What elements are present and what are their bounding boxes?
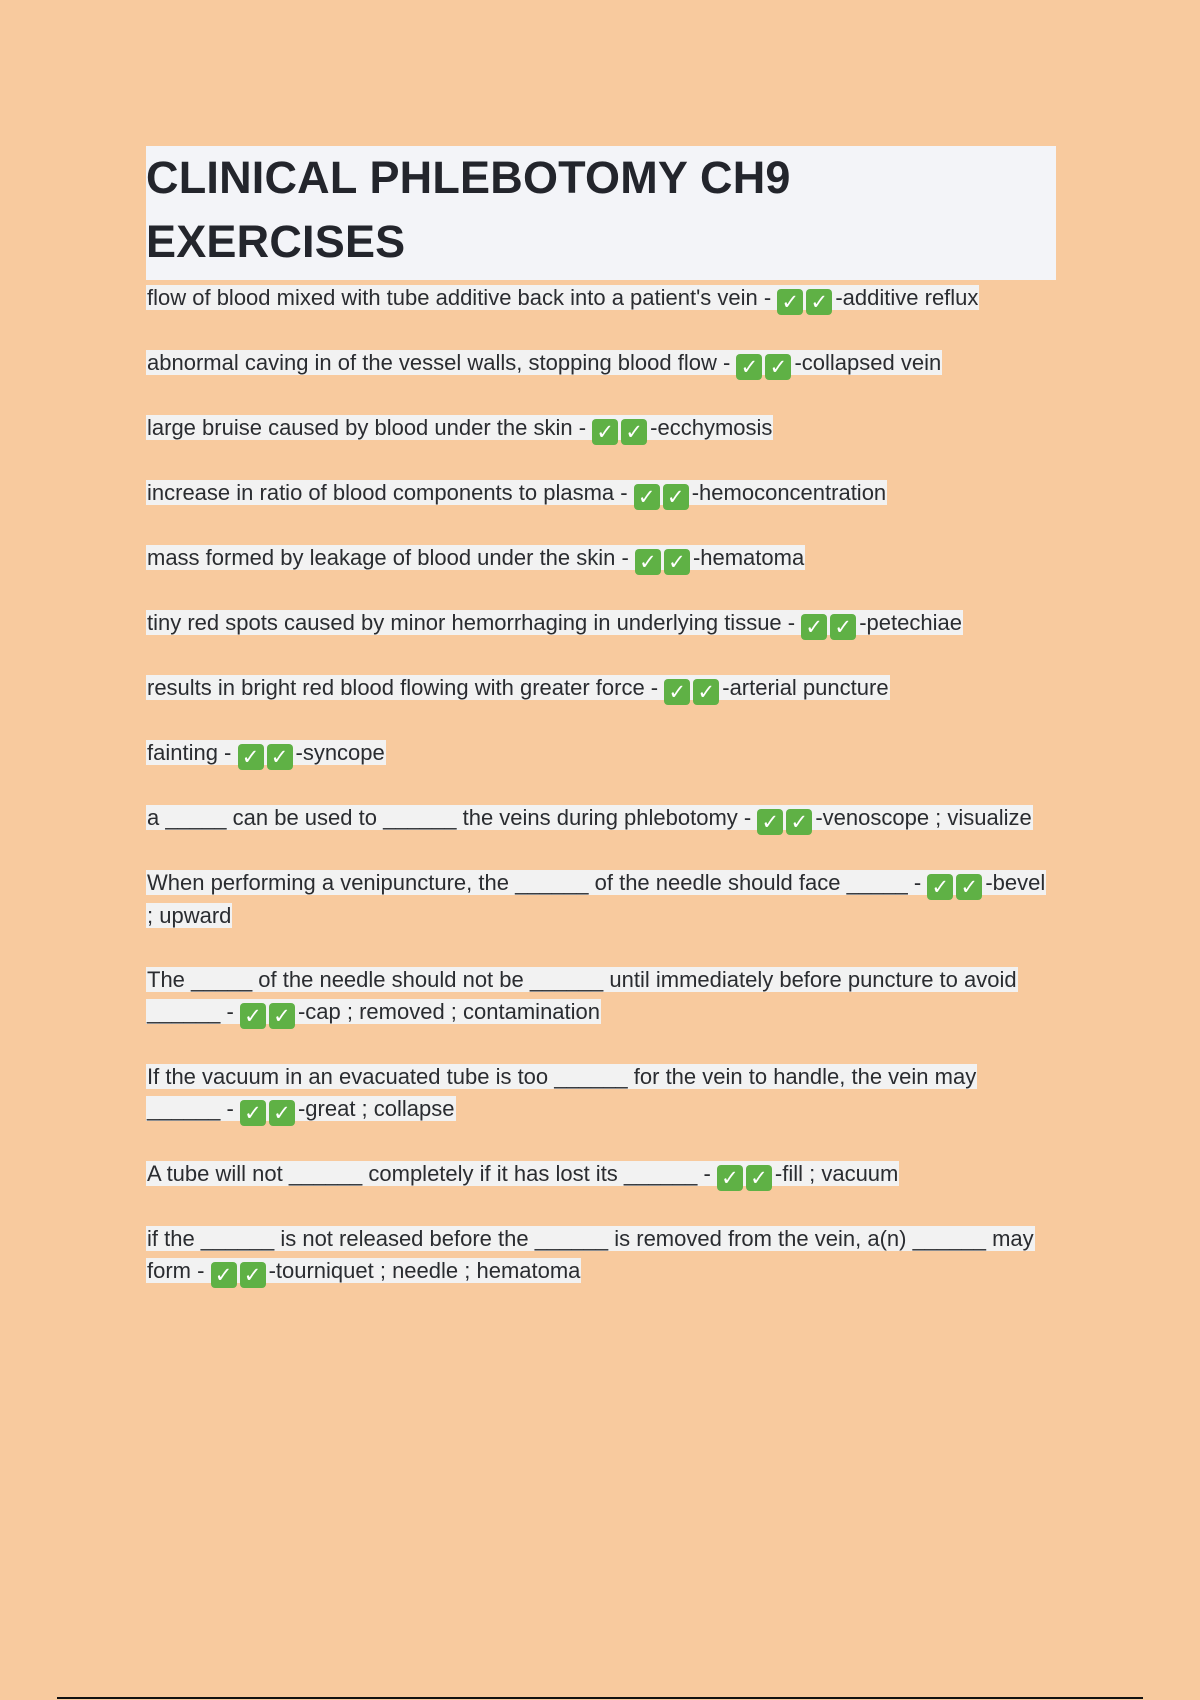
question-text: abnormal caving in of the vessel walls, stopping blood flow - (147, 350, 737, 375)
check-mark-icon: ✓ (777, 289, 803, 315)
qa-item (146, 672, 1046, 705)
qa-item-text (146, 967, 1018, 1028)
answer-text: -cap ; removed ; contamination (297, 999, 601, 1024)
question-text: a _____ can be used to ______ the veins during phlebotomy - (147, 805, 758, 830)
check-mark-icon: ✓ (736, 354, 762, 380)
qa-item (146, 607, 1046, 640)
check-mark-icon: ✓ (269, 1003, 295, 1029)
check-mark-icon: ✓ (664, 679, 690, 705)
qa-list (146, 282, 1056, 1288)
qa-item-text (146, 480, 887, 509)
check-mark-icon: ✓ (801, 614, 827, 640)
answer-text: -bevel ; upward (147, 870, 1046, 928)
answer-text: -hemoconcentration (691, 480, 887, 505)
qa-item (146, 867, 1046, 932)
qa-item (146, 282, 1046, 315)
qa-item-text (146, 1161, 899, 1190)
page-bottom-divider (57, 1697, 1143, 1699)
answer-text: -collapsed vein (794, 350, 942, 375)
qa-item-text (146, 1064, 977, 1125)
qa-item (146, 542, 1046, 575)
qa-item-text (146, 350, 942, 379)
question-text: large bruise caused by blood under the skin - (147, 415, 593, 440)
qa-item-text (146, 610, 963, 639)
question-text: flow of blood mixed with tube additive back into a patient's vein - (147, 285, 778, 310)
answer-text: -great ; collapse (297, 1096, 455, 1121)
check-mark-icon: ✓ (635, 549, 661, 575)
question-text: A tube will not ______ completely if it has lost its ______ - (147, 1161, 717, 1186)
question-text: The _____ of the needle should not be ______ until immediately before puncture to avoid ______ - (147, 967, 1017, 1024)
qa-item-text (146, 870, 1046, 928)
check-mark-icon: ✓ (211, 1262, 237, 1288)
qa-item (146, 964, 1046, 1029)
check-mark-icon: ✓ (240, 1100, 266, 1126)
document-body (146, 146, 1056, 1320)
check-mark-icon: ✓ (806, 289, 832, 315)
check-mark-icon: ✓ (240, 1003, 266, 1029)
qa-item (146, 737, 1046, 770)
qa-item-text (146, 545, 805, 574)
qa-item-text (146, 675, 890, 704)
answer-text: -fill ; vacuum (774, 1161, 899, 1186)
qa-item-text (146, 415, 773, 444)
answer-text: -ecchymosis (650, 415, 773, 440)
check-mark-icon: ✓ (757, 809, 783, 835)
qa-item (146, 802, 1046, 835)
check-mark-icon: ✓ (956, 874, 982, 900)
check-mark-icon: ✓ (238, 744, 264, 770)
qa-item-text (146, 285, 979, 314)
question-text: If the vacuum in an evacuated tube is too ______ for the vein to handle, the vein may ______ - (147, 1064, 977, 1121)
check-mark-icon: ✓ (592, 419, 618, 445)
qa-item-text (146, 805, 1033, 834)
question-text: increase in ratio of blood components to plasma - (147, 480, 634, 505)
answer-text: -syncope (295, 740, 385, 765)
check-mark-icon: ✓ (786, 809, 812, 835)
answer-text: -petechiae (859, 610, 962, 635)
check-mark-icon: ✓ (830, 614, 856, 640)
check-mark-icon: ✓ (746, 1165, 772, 1191)
check-mark-icon: ✓ (621, 419, 647, 445)
question-text: if the ______ is not released before the ______ is removed from the vein, a(n) ______ may form - (147, 1226, 1034, 1283)
question-text: fainting - (147, 740, 238, 765)
qa-item (146, 477, 1046, 510)
answer-text: -venoscope ; visualize (815, 805, 1032, 830)
answer-text: -arterial puncture (722, 675, 889, 700)
check-mark-icon: ✓ (664, 549, 690, 575)
check-mark-icon: ✓ (663, 484, 689, 510)
title-block (146, 146, 1056, 280)
answer-text: -tourniquet ; needle ; hematoma (268, 1258, 581, 1283)
qa-item-text (146, 1226, 1035, 1287)
check-mark-icon: ✓ (717, 1165, 743, 1191)
question-text: mass formed by leakage of blood under the skin - (147, 545, 635, 570)
question-text: When performing a venipuncture, the ______ of the needle should face _____ - (147, 870, 928, 895)
check-mark-icon: ✓ (634, 484, 660, 510)
page-title: CLINICAL PHLEBOTOMY CH9 EXERCISES (146, 152, 791, 267)
check-mark-icon: ✓ (927, 874, 953, 900)
qa-item (146, 1061, 1046, 1126)
qa-item (146, 1223, 1046, 1288)
qa-item (146, 1158, 1046, 1191)
question-text: results in bright red blood flowing with greater force - (147, 675, 665, 700)
answer-text: -hematoma (692, 545, 805, 570)
qa-item (146, 412, 1046, 445)
qa-item (146, 347, 1046, 380)
check-mark-icon: ✓ (240, 1262, 266, 1288)
qa-item-text (146, 740, 386, 769)
check-mark-icon: ✓ (693, 679, 719, 705)
check-mark-icon: ✓ (267, 744, 293, 770)
check-mark-icon: ✓ (765, 354, 791, 380)
check-mark-icon: ✓ (269, 1100, 295, 1126)
answer-text: -additive reflux (835, 285, 979, 310)
question-text: tiny red spots caused by minor hemorrhaging in underlying tissue - (147, 610, 802, 635)
